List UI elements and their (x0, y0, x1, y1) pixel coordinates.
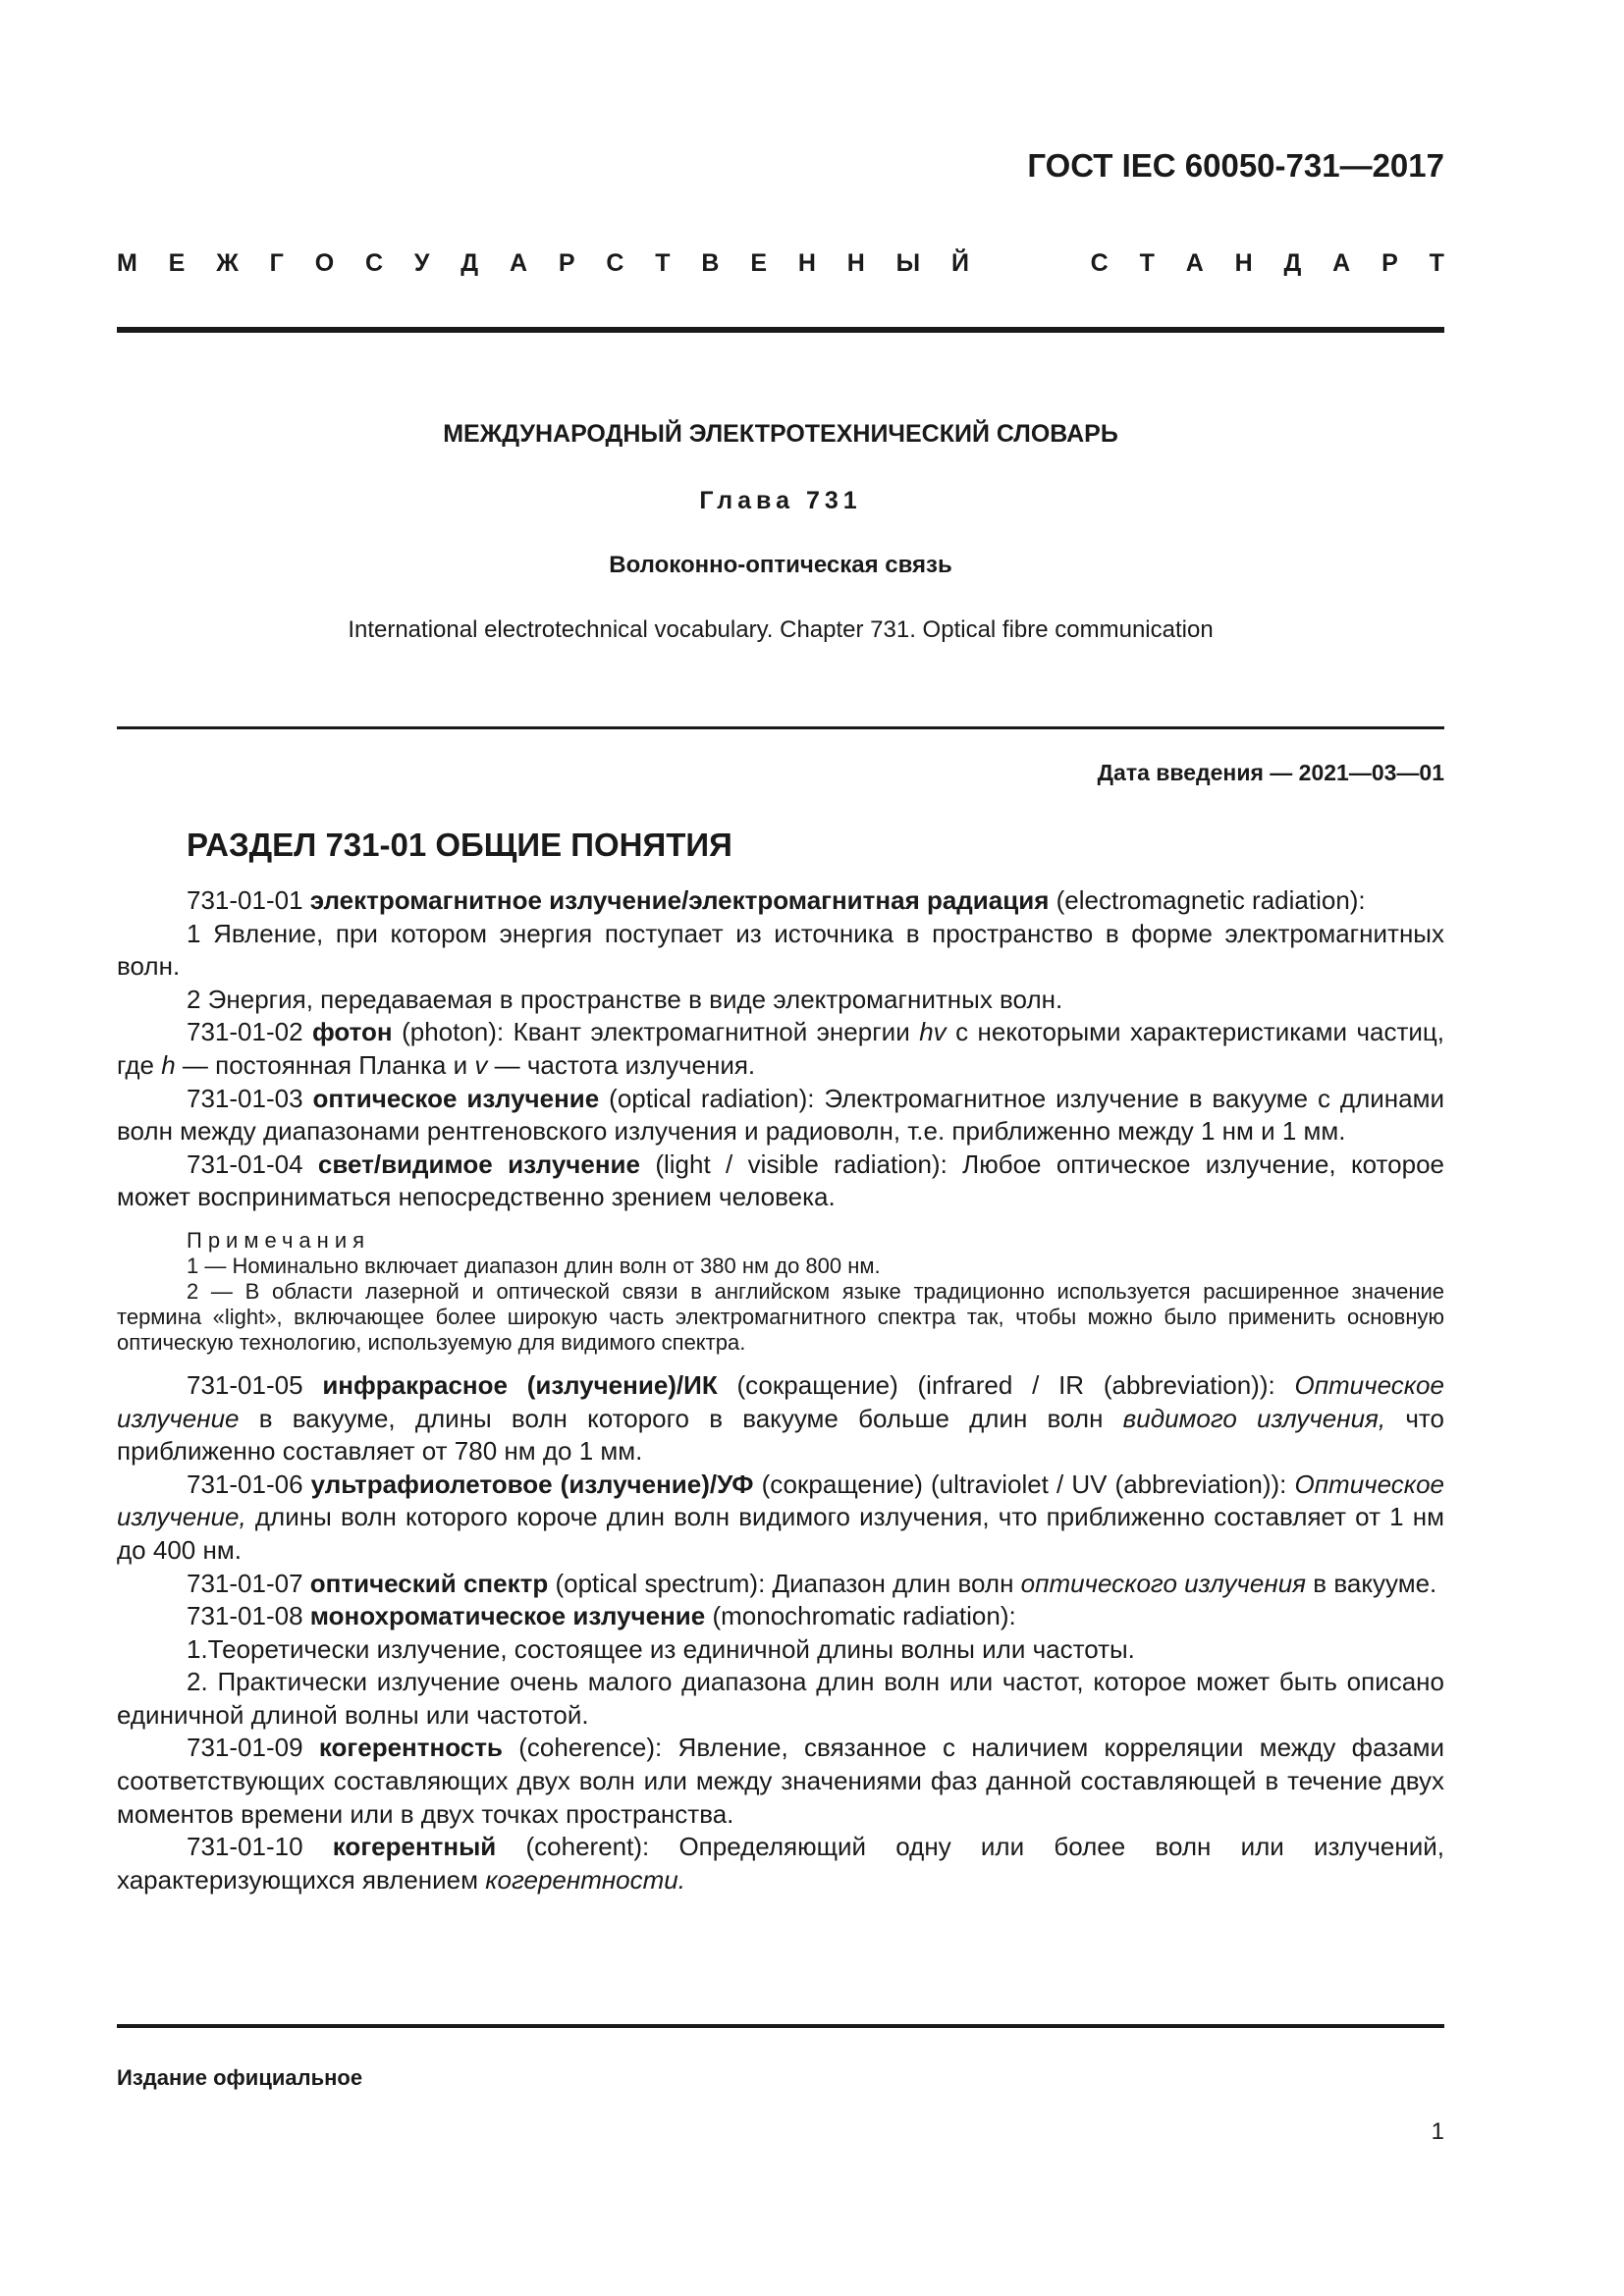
note-2: 2 — В области лазерной и оптической связи в английском языке традиционно используется расширенное значение термина «light», включающее более широкую часть электромагнитного спектра так, чтобы можно было применить основную оптическую технологию, используемую для видимого спектра. (117, 1278, 1444, 1355)
term-731-01-04: 731-01-04 свет/видимое излучение (light / visible radiation): Любое оптическое излучение, которое может восприниматься непосредственно зрением человека. (117, 1148, 1444, 1212)
definition-731-01-08-2: 2. Практически излучение очень малого диапазона длин волн или частот, которое может быть описано единичной длиной волны или частотой. (117, 1667, 1444, 1730)
banner-letter: Е (168, 249, 186, 277)
official-edition-label: Издание официальное (117, 2065, 363, 2090)
banner-letter: Н (846, 249, 865, 277)
banner-letter: А (1332, 249, 1351, 277)
term-731-01-10: 731-01-10 когерентный (coherent): Определяющий одну или более волн или излучений, характеризующихся явлением когерентности. (117, 1832, 1444, 1895)
banner-letter: Д (1283, 249, 1302, 277)
term-731-01-01: 731-01-01 электромагнитное излучение/электромагнитная радиация (electromagnetic radiation): (187, 885, 1366, 915)
banner-letter: Н (1234, 249, 1253, 277)
banner-letter: М (117, 249, 137, 277)
definition-731-01-08-1: 1.Теоретически излучение, состоящее из единичной длины волны или частоты. (187, 1633, 1135, 1664)
notes-block (117, 1228, 1444, 1356)
term-731-01-03: 731-01-03 оптическое излучение (optical radiation): Электромагнитное излучение в вакууме с длинами волн между диапазонами рентгеновского излучения и радиоволн, т.е. приближенно между 1 нм и 1 мм. (117, 1083, 1444, 1147)
banner-letter: А (1185, 249, 1204, 277)
banner-letter: Г (269, 249, 284, 277)
header-rule (117, 327, 1444, 333)
term-731-01-08: 731-01-08 монохроматическое излучение (monochromatic radiation): (187, 1601, 1016, 1631)
term-731-01-05: 731-01-05 инфракрасное (излучение)/ИК (сокращение) (infrared / IR (abbreviation)): Оптическое излучение в вакууме, длины волн которого в вакууме больше длин волн видимого излучения, что приближенно составляет от 780 нм до 1 мм. (117, 1369, 1444, 1467)
notes-heading: Примечания (187, 1227, 371, 1253)
standard-code: ГОСТ IEC 60050-731—2017 (1027, 147, 1444, 184)
definition-731-01-01-2: 2 Энергия, передаваемая в пространстве в виде электромагнитных волн. (187, 984, 1063, 1014)
term-731-01-07: 731-01-07 оптический спектр (optical spectrum): Диапазон длин волн оптического излучения в вакууме. (187, 1568, 1437, 1598)
banner-letter: У (413, 249, 430, 277)
chapter-title: Глава 731 (699, 487, 862, 514)
introduction-date: Дата введения — 2021—03—01 (1097, 760, 1444, 785)
banner-letter: Т (1429, 249, 1444, 277)
terms-body (117, 884, 1444, 1896)
banner-letter: Н (797, 249, 816, 277)
banner-letter: Т (655, 249, 671, 277)
title-rule (117, 726, 1444, 729)
banner-gap (1001, 249, 1059, 278)
banner-letter: С (364, 249, 384, 277)
term-731-01-09: 731-01-09 когерентность (coherence): Явление, связанное с наличием корреляции между фазами соответствующих составляющих двух волн или между значениями фаз данной составляющей в течение двух моментов времени или в двух точках пространства. (117, 1733, 1444, 1829)
banner-letter: Ж (216, 249, 239, 277)
banner-letter: Й (951, 249, 969, 277)
vocabulary-title: МЕЖДУНАРОДНЫЙ ЭЛЕКТРОТЕХНИЧЕСКИЙ СЛОВАРЬ (443, 420, 1118, 448)
chapter-subject: Волоконно-оптическая связь (609, 552, 952, 578)
banner-letter: Ы (895, 249, 921, 277)
banner-letter: О (314, 249, 335, 277)
banner-letter: Д (460, 249, 479, 277)
definition-731-01-01-1: 1 Явление, при котором энергия поступает из источника в пространство в форме электромагнитных волн. (117, 918, 1444, 982)
banner-letter: А (509, 249, 528, 277)
footer-rule (117, 2024, 1444, 2028)
section-heading: РАЗДЕЛ 731-01 ОБЩИЕ ПОНЯТИЯ (187, 827, 732, 863)
banner-letter: С (1090, 249, 1109, 277)
page-number: 1 (1431, 2118, 1444, 2145)
banner-letter: Р (558, 249, 575, 277)
banner-letter: В (701, 249, 720, 277)
english-title: International electrotechnical vocabulary. Chapter 731. Optical fibre communication (348, 616, 1214, 643)
interstate-standard-banner (117, 249, 1444, 278)
term-731-01-06: 731-01-06 ультрафиолетовое (излучение)/УФ (сокращение) (ultraviolet / UV (abbreviation)): Оптическое излучение, длины волн которого короче длин волн видимого излучения, что приближенно составляет от 1 нм до 400 нм. (117, 1468, 1444, 1565)
banner-letter: Р (1381, 249, 1398, 277)
banner-letter: Е (750, 249, 768, 277)
term-731-01-02: 731-01-02 фотон (photon): Квант электромагнитной энергии hv с некоторыми характеристиками частиц, где h — постоянная Планка и v — частота излучения. (117, 1017, 1445, 1080)
note-1: 1 — Номинально включает диапазон длин волн от 380 нм до 800 нм. (187, 1253, 881, 1278)
banner-letter: С (606, 249, 624, 277)
banner-letter: Т (1139, 249, 1155, 277)
